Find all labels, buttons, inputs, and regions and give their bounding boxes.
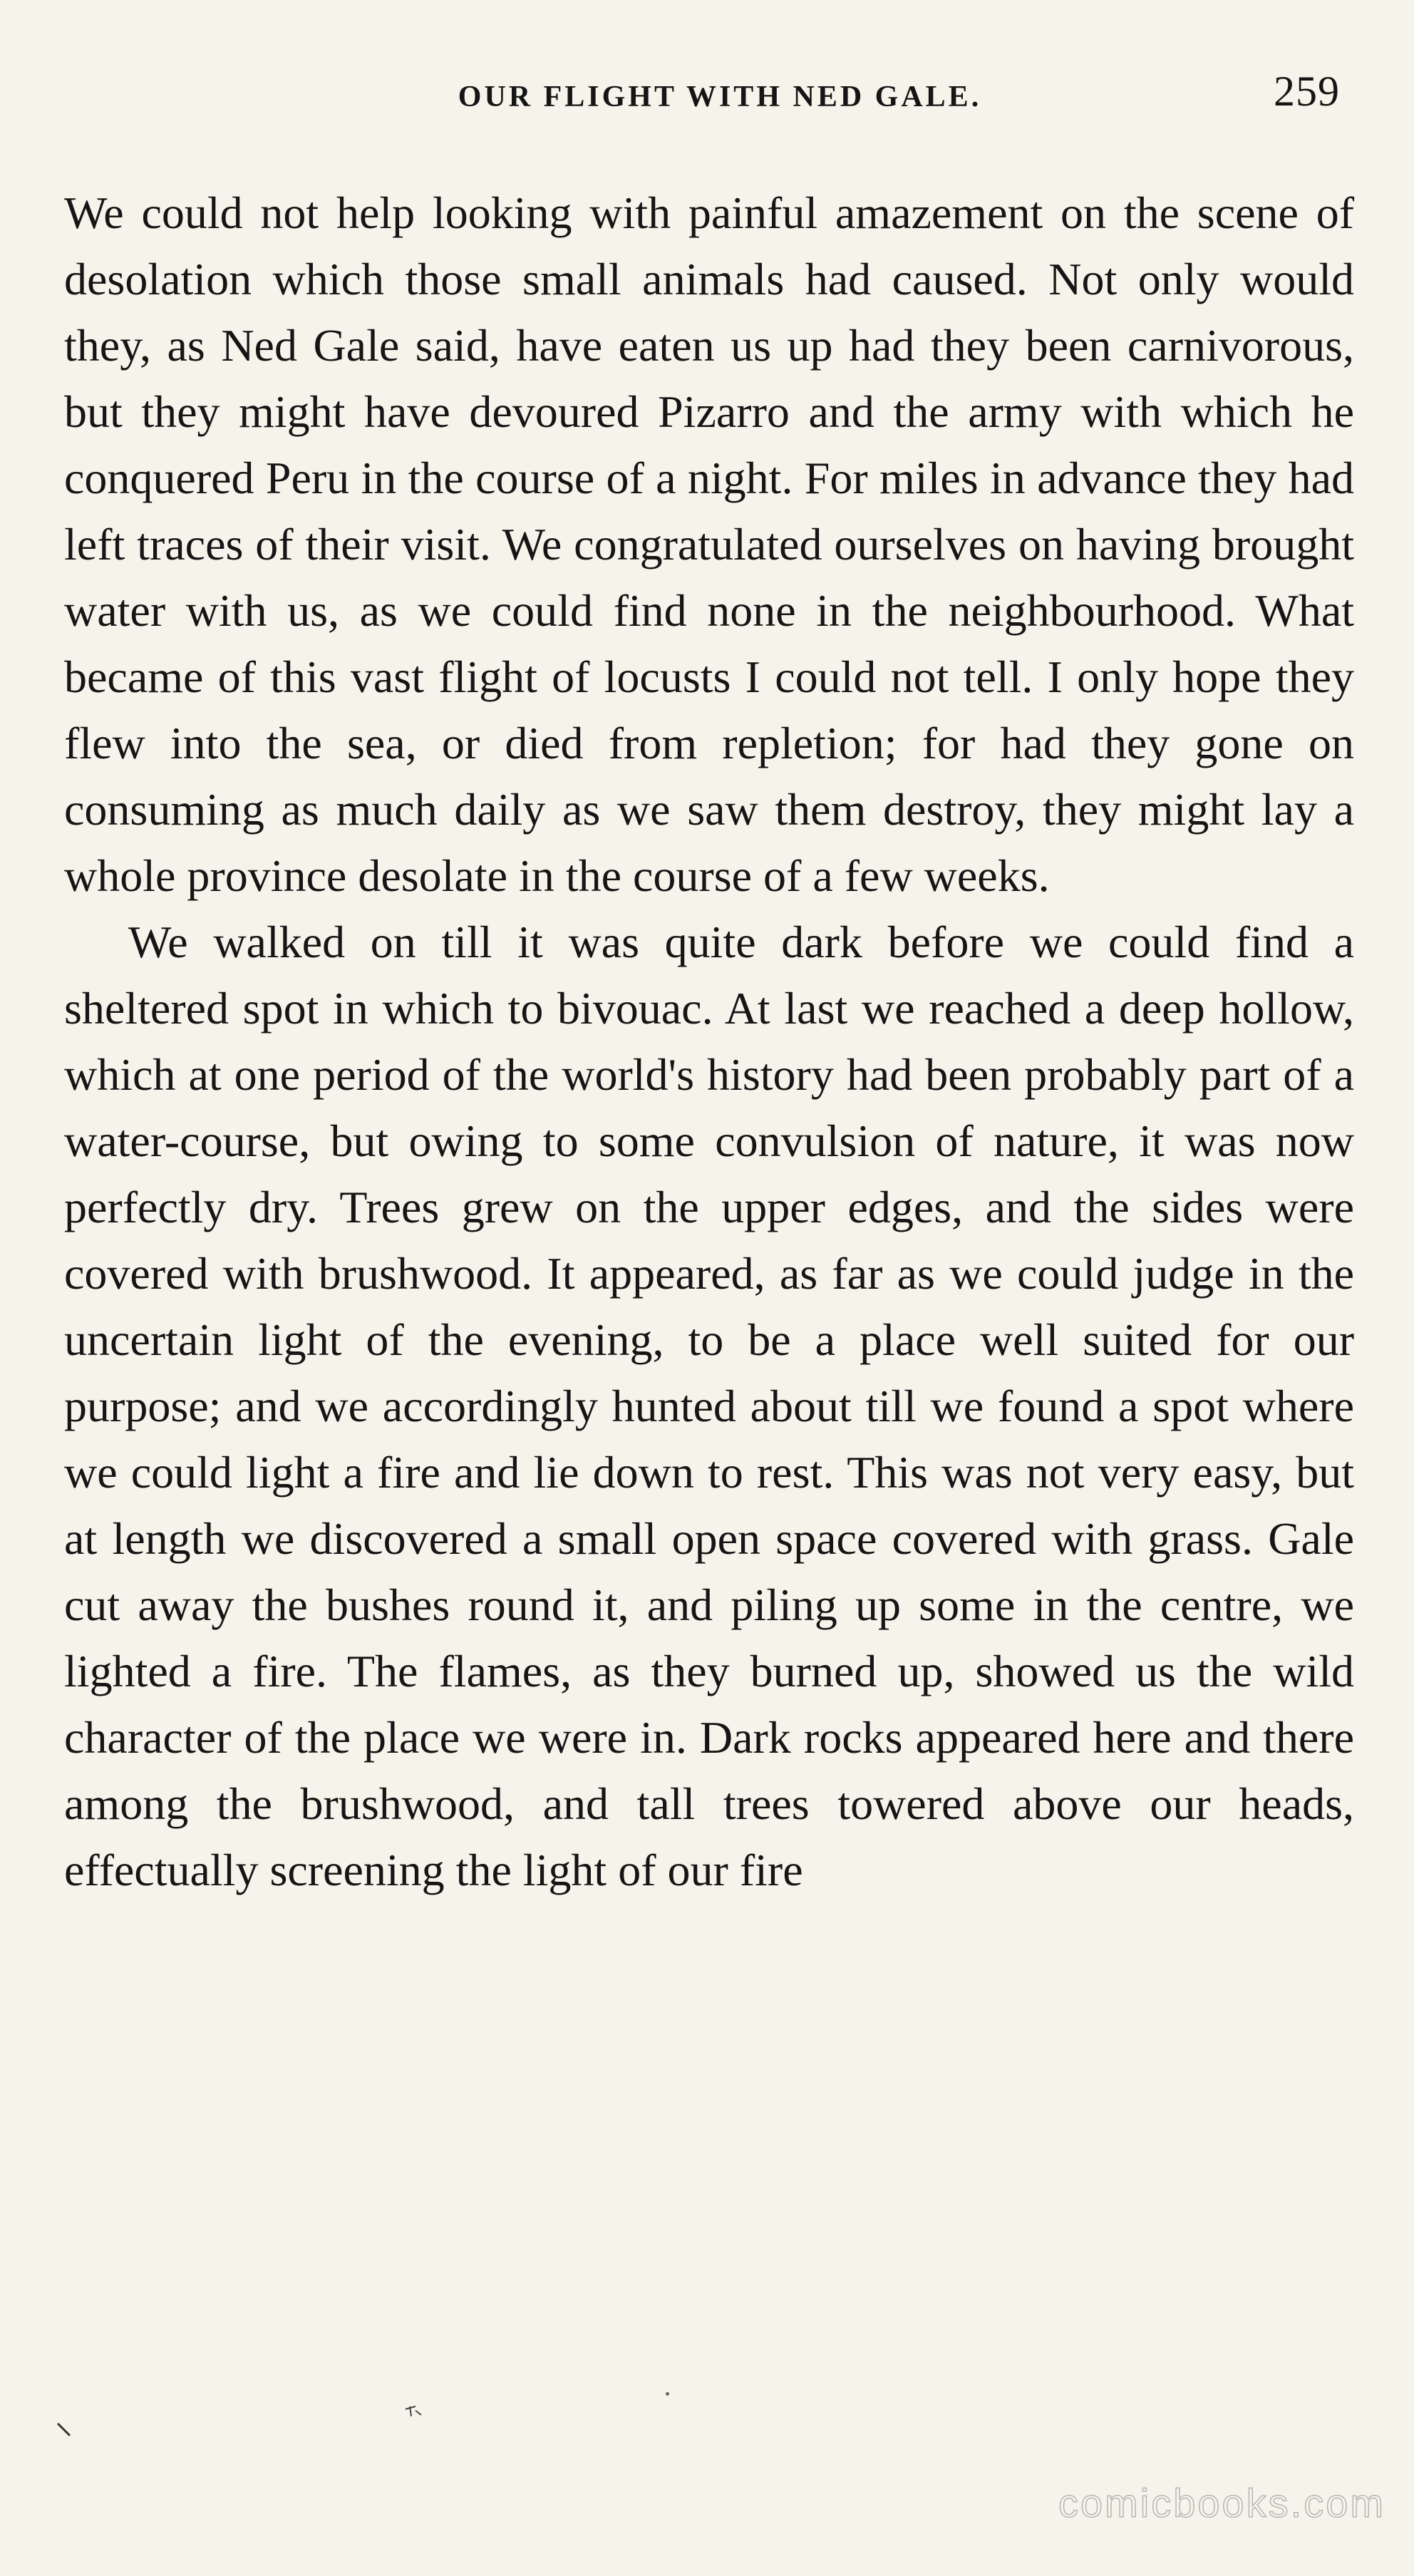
stray-mark-center: [403, 2404, 424, 2419]
page-number: 259: [1274, 68, 1340, 115]
body-text: [64, 180, 1354, 1903]
watermark: comicbooks.com: [1058, 2480, 1385, 2525]
running-head: OUR FLIGHT WITH NED GALE.: [458, 81, 982, 113]
page-header: [64, 63, 1354, 127]
stray-dot: [666, 2392, 669, 2396]
stray-mark-left: [54, 2420, 74, 2440]
paragraph-1: We could not help looking with painful amazement on the scene of desolation which those small animals had caused. Not only would they, as Ned Gale said, have eaten us up had they been carnivorous, but they might have devoured Pizarro and the army with which he conquered Peru in the course of a night. For miles in advance they had left traces of their visit. We congratulated ourselves on having brought water with us, as we could find none in the neighbourhood. What became of this vast flight of locusts I could not tell. I only hope they flew into the sea, or died from repletion; for had they gone on consuming as much daily as we saw them destroy, they might lay a whole province desolate in the course of a few weeks.: [64, 187, 1354, 901]
paragraph-2: We walked on till it was quite dark before we could find a sheltered spot in which to bivouac. At last we reached a deep hollow, which at one period of the world's history had been probably part of a water-course, but owing to some convulsion of nature, it was now perfectly dry. Trees grew on the upper edges, and the sides were covered with brushwood. It appeared, as far as we could judge in the uncertain light of the evening, to be a place well suited for our purpose; and we accordingly hunted about till we found a spot where we could light a fire and lie down to rest. This was not very easy, but at length we discovered a small open space covered with grass. Gale cut away the bushes round it, and piling up some in the centre, we lighted a fire. The flames, as they burned up, showed us the wild character of the place we were in. Dark rocks appeared here and there among the brushwood, and tall trees towered above our heads, effectually screening the light of our fire: [64, 917, 1354, 1895]
